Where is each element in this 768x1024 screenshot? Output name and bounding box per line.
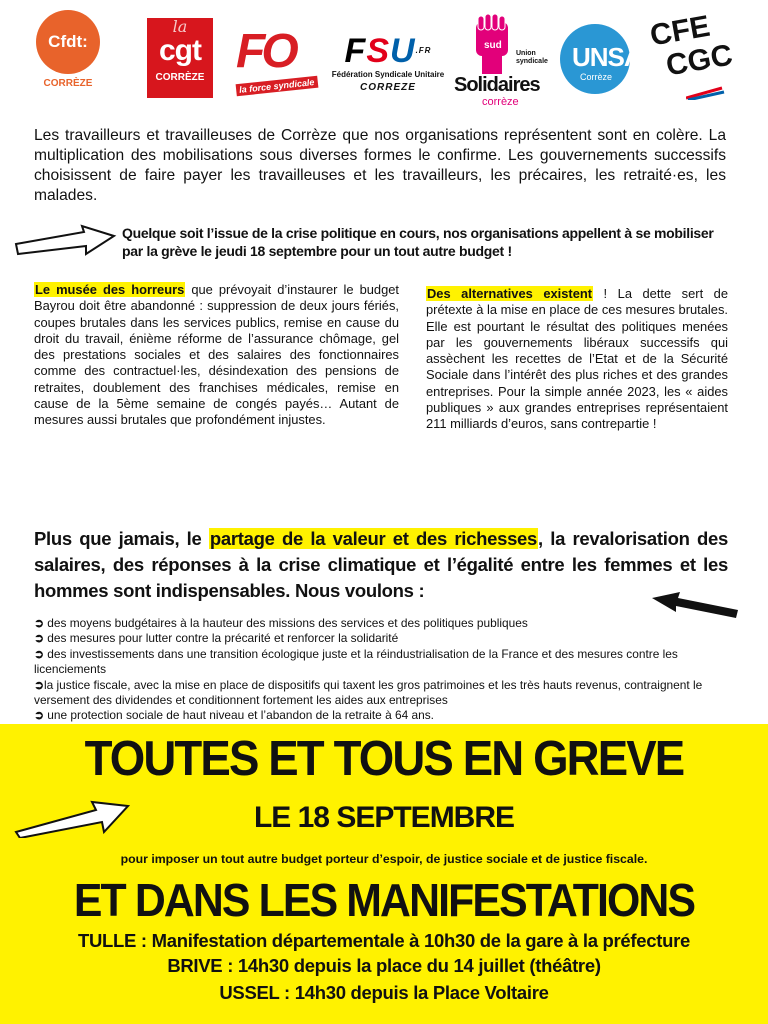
fo-logo-name: FO <box>236 25 295 78</box>
banner-title-strike: TOUTES ET TOUS EN GREVE <box>84 732 684 786</box>
fsu-logo-letter-u: U <box>390 32 416 70</box>
fsu-logo <box>328 32 448 102</box>
solidaires-logo-union: Union syndicale <box>516 50 548 65</box>
demands-intro <box>34 526 728 604</box>
demand-item <box>34 616 728 631</box>
solidaires-logo-sub: corrèze <box>482 96 519 108</box>
arrow-right-icon <box>14 224 118 264</box>
left-column-text: que prévoyait d’instaurer le budget Bayrou doit être abandonné : suppression de deux jours fériés, coupes brutales dans les services publics, remise en cause du droit du travail, énième réforme de l’assurance chômage, gel des prestations sociales et des salaires des fonctionnaires comme des contractuel·les, désindexation des pensions de retraites, doublement des franchises médicales, remise en cause de la 5ème semaine de congés payés… Autant de mesures aussi brutales que profondément injustes. <box>34 282 400 428</box>
unsa-logo-circle <box>560 24 642 94</box>
demands-intro-highlight: partage de la valeur et des richesses <box>209 528 538 549</box>
fist-icon <box>470 14 514 74</box>
fsu-logo-letter-s: S <box>366 32 390 70</box>
banner-subtitle: pour imposer un tout autre budget porteur d’espoir, de justice sociale et de justice fiscale. <box>120 852 648 866</box>
demand-text: des moyens budgétaires à la hauteur des missions des services et des politiques publiques <box>43 616 528 630</box>
demand-item <box>34 708 728 723</box>
demand-item <box>34 678 728 709</box>
right-column-text: ! La dette sert de prétexte à la mise en place de ces mesures brutales. Elle est pourtant le résultat des politiques menées par les gouvernements libéraux successifs qui assèchent les recettes de l’Etat et de la Sécurité Sociale dans l’intérêt des plus riches et des grandes entreprises. Pour la simple année 2023, les « aides publiques » aux grandes entreprises représentaient 211 milliards d’euros, sans contrepartie ! <box>426 286 729 432</box>
bullet-arrow-icon: ➲ <box>34 708 44 723</box>
cfdt-logo-sub: CORRÈZE <box>43 78 93 89</box>
bullet-arrow-icon: ➲ <box>34 677 44 692</box>
banner-title-demonstrations: ET DANS LES MANIFESTATIONS <box>73 874 695 926</box>
bullet-arrow-icon: ➲ <box>34 631 44 646</box>
event-tulle: TULLE : Manifestation départementale à 10h30 de la gare à la préfecture <box>77 930 690 951</box>
fsu-logo-sub2: CORREZE <box>360 82 416 93</box>
demand-item <box>34 631 728 646</box>
cfe-stripes-icon <box>686 86 726 100</box>
solidaires-logo-name: Solidaires <box>454 74 540 96</box>
left-column <box>34 282 399 429</box>
cgt-logo-name: cgt <box>159 34 201 67</box>
fsu-logo-letter-f: F <box>344 32 367 70</box>
solidaires-logo <box>452 14 562 108</box>
fsu-logo-name <box>328 32 448 70</box>
demands-intro-part1: Plus que jamais, le <box>34 528 209 549</box>
demand-text: des mesures pour lutter contre la précarité et renforcer la solidarité <box>43 631 399 646</box>
demands-intro-part2: , la revalorisation des salaires, des réponses à la crise climatique et l’égalité entre les femmes et les hommes sont indispensables. Nous voulons : <box>34 528 728 601</box>
cfe-logo-line2: CGC <box>663 38 736 83</box>
unsa-logo <box>560 24 642 102</box>
fo-logo-sub: la force syndicale <box>236 76 318 96</box>
demands-list <box>34 616 728 724</box>
right-column <box>426 286 728 433</box>
cgt-logo <box>147 18 213 98</box>
cgt-logo-la: la <box>172 17 188 36</box>
cgt-logo-sub: CORRÈZE <box>155 72 205 83</box>
union-logos-row <box>0 9 768 108</box>
event-ussel: USSEL : 14h30 depuis la Place Voltaire <box>219 982 549 1003</box>
unsa-logo-name: UNSA <box>572 42 642 72</box>
strike-call-callout: Quelque soit l’issue de la crise politique en cours, nos organisations appellent à se mobiliser par la grève le jeudi 18 septembre pour un tout autre budget ! <box>122 225 714 259</box>
cfdt-logo <box>36 10 104 100</box>
bullet-arrow-icon: ➲ <box>34 616 44 630</box>
fsu-logo-sub1: Fédération Syndicale Unitaire <box>331 70 445 79</box>
banner-date: LE 18 SEPTEMBRE <box>253 801 515 834</box>
demand-text: une protection sociale de haut niveau et l’abandon de la retraite à 64 ans. <box>43 708 434 723</box>
fo-logo <box>236 25 320 100</box>
svg-text:sud: sud <box>484 40 502 51</box>
bullet-arrow-icon: ➲ <box>34 646 44 661</box>
demand-text: la justice fiscale, avec la mise en place de dispositifs qui taxent les gros patrimoines et les très hauts revenus, contraignent le versement des dividendes et conditionnent fortement les aides aux entreprises <box>34 677 703 708</box>
cfe-logo-line1: CFE <box>647 9 713 53</box>
cfdt-logo-name: Cfdt: <box>36 10 100 74</box>
right-column-heading: Des alternatives existent <box>427 286 593 301</box>
cfe-cgc-logo <box>647 9 736 106</box>
unsa-logo-sub: Corrèze <box>580 72 613 82</box>
demand-item <box>34 647 728 678</box>
demand-text: des investissements dans une transition écologique juste et la réindustrialisation de la France et des mesures contre les licenciements <box>34 646 678 677</box>
fsu-logo-fr: .FR <box>415 46 432 55</box>
intro-paragraph: Les travailleurs et travailleuses de Corrèze que nos organisations représentent sont en colère. La multiplication des mobilisations sous diverses formes le confirme. Les gouvernements successifs choisissent de faire payer les travailleuses et les travailleurs, les précaires, les retraité·es, les malades. <box>34 127 726 204</box>
event-brive: BRIVE : 14h30 depuis la place du 14 juillet (théâtre) <box>167 955 601 976</box>
left-column-heading: Le musée des horreurs <box>35 282 185 297</box>
